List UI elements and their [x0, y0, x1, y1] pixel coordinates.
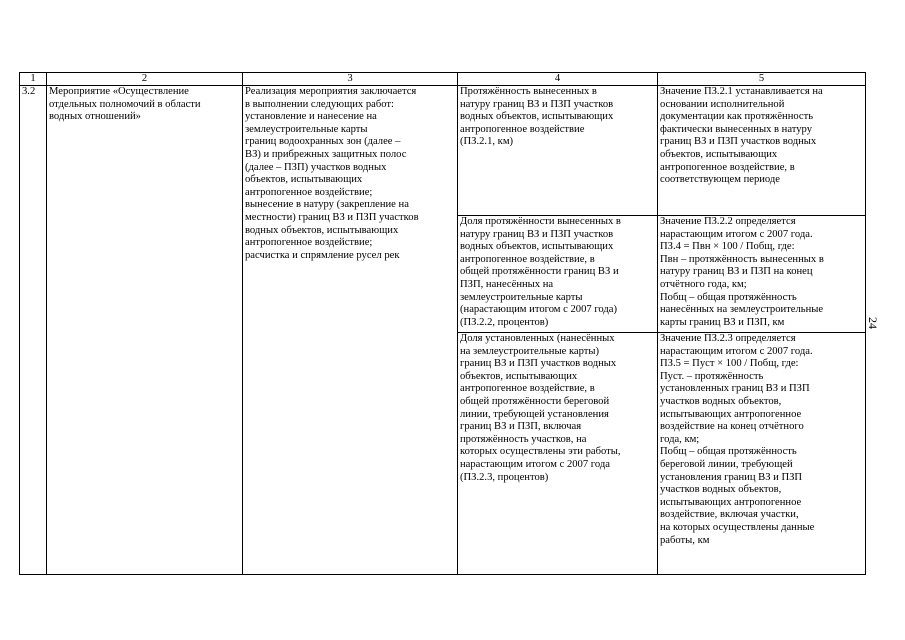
indicator-method-2: Значение ПЗ.2.2 определяется нарастающим итогом с 2007 года. ПЗ.4 = Пвн × 100 / Побщ, где: Пвн – протяжённость вынесенных в натуру границ ВЗ и ПЗП на конец отчётного года, км; Побщ – общая протяжённость нанесённых на землеустроительные карты границ ВЗ и ПЗП, км	[658, 216, 866, 333]
header-col-4: 4	[458, 73, 658, 86]
indicator-method-3: Значение ПЗ.2.3 определяется нарастающим итогом с 2007 года. ПЗ.5 = Пуст × 100 / Побщ, где: Пуст. – протяжённость установленных границ ВЗ и ПЗП участков водных объектов, испытывающих антропогенное воздействие на конец отчётного года, км; Побщ – общая протяжённость береговой линии, требующей установления границ ВЗ и ПЗП участков водных объектов, испытывающих антропогенное воздействие, включая участки, на которых осуществлены данные работы, км	[658, 333, 866, 575]
program-table	[19, 72, 866, 575]
event-name: Мероприятие «Осуществление отдельных полномочий в области водных отношений»	[47, 86, 243, 575]
header-col-1: 1	[20, 73, 47, 86]
event-description: Реализация мероприятия заключается в выполнении следующих работ: установление и нанесение на землеустроительные карты границ водоохранных зон (далее – ВЗ) и прибрежных защитных полос (далее – ПЗП) участков водных объектов, испытывающих антропогенное воздействие; вынесение в натуру (закрепление на местности) границ ВЗ и ПЗП участков водных объектов, испытывающих антропогенное воздействие; расчистка и спрямление русел рек	[243, 86, 458, 575]
indicator-method-1: Значение ПЗ.2.1 устанавливается на основании исполнительной документации как протяжённость фактически вынесенных в натуру границ ВЗ и ПЗП участков водных объектов, испытывающих антропогенное воздействие, в соответствующем периоде	[658, 86, 866, 216]
page-number: 24	[866, 317, 880, 329]
table-row	[20, 86, 866, 216]
row-number: 3.2	[20, 86, 47, 575]
indicator-name-3: Доля установленных (нанесённых на землеустроительные карты) границ ВЗ и ПЗП участков водных объектов, испытывающих антропогенное воздействие, в общей протяжённости береговой линии, требующей установления границ ВЗ и ПЗП, включая протяжённость участков, на которых осуществлены эти работы, нарастающим итогом с 2007 года (ПЗ.2.3, процентов)	[458, 333, 658, 575]
indicator-name-2: Доля протяжённости вынесенных в натуру границ ВЗ и ПЗП участков водных объектов, испытывающих антропогенное воздействие, в общей протяжённости границ ВЗ и ПЗП, нанесённых на землеустроительные карты (нарастающим итогом с 2007 года) (ПЗ.2.2, процентов)	[458, 216, 658, 333]
header-col-2: 2	[47, 73, 243, 86]
header-col-5: 5	[658, 73, 866, 86]
table-header-row	[20, 73, 866, 86]
header-col-3: 3	[243, 73, 458, 86]
indicator-name-1: Протяжённость вынесенных в натуру границ ВЗ и ПЗП участков водных объектов, испытывающих антропогенное воздействие (ПЗ.2.1, км)	[458, 86, 658, 216]
